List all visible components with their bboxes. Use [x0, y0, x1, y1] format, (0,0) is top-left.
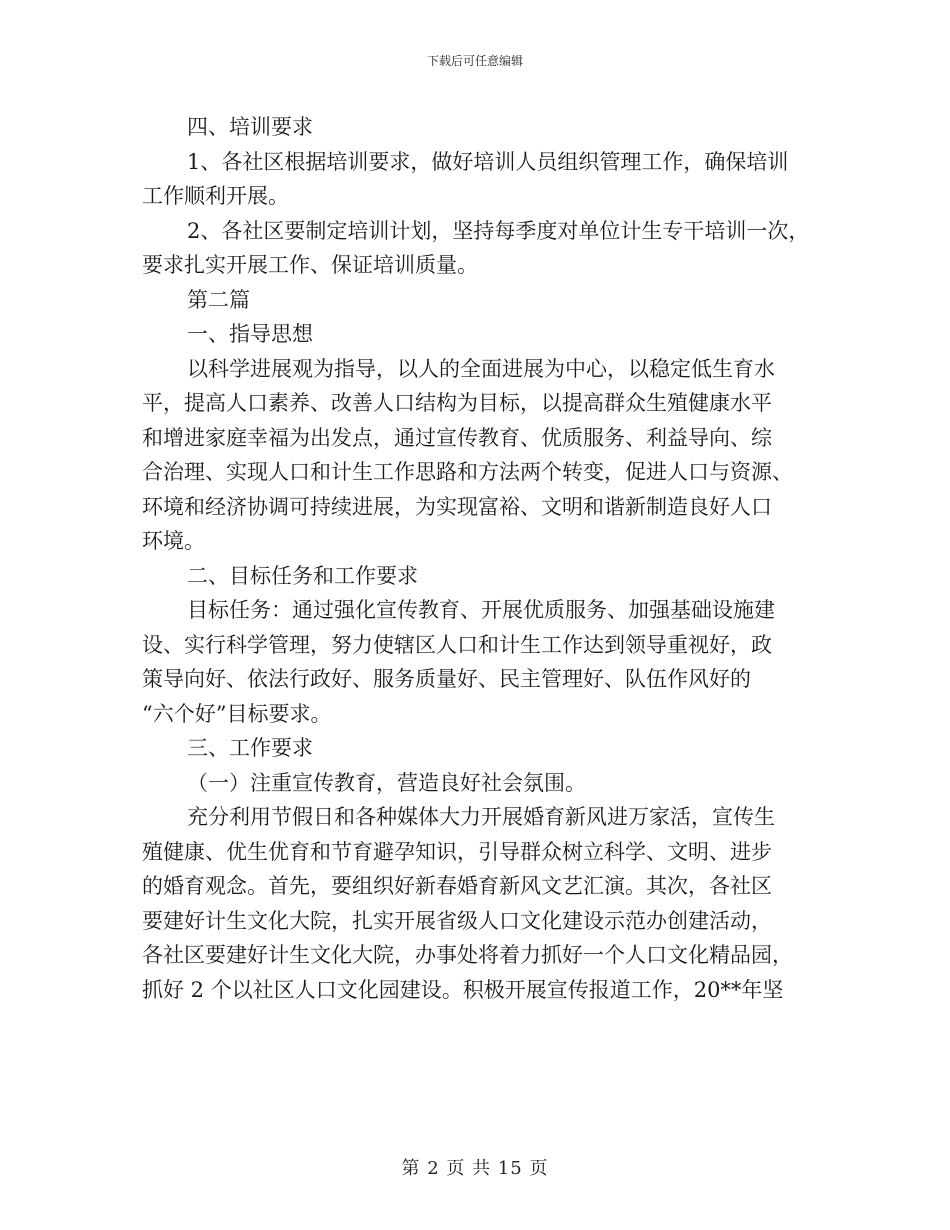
text-line: 三、工作要求 [187, 736, 313, 760]
text-line: 2、各社区要制定培训计划，坚持每季度对单位计生专干培训一次， [187, 218, 810, 243]
text-line: 殖健康、优生优育和节育避孕知识，引导群众树立科学、文明、进步 [142, 839, 772, 864]
document-body [142, 110, 822, 1007]
text-line: 要建好计生文化大院，扎实开展省级人口文化建设示范办创建活动， [142, 908, 772, 933]
text-line: 抓好 2 个以社区人口文化园建设。积极开展宣传报道工作，20**年坚 [142, 977, 784, 1002]
text-line: 要求扎实开展工作、保证培训质量。 [142, 253, 478, 277]
text-line: 一、指导思想 [187, 322, 313, 346]
text-line: “六个好”目标要求。 [142, 701, 332, 726]
text-line: 目标任务：通过强化宣传教育、开展优质服务、加强基础设施建 [187, 598, 775, 622]
text-line: 合治理、实现人口和计生工作思路和方法两个转变，促进人口与资源、 [142, 460, 793, 484]
text-line: 环境和经济协调可持续进展，为实现富裕、文明和谐新制造良好人口 [142, 494, 772, 519]
page-header: 下载后可任意编辑 [426, 54, 523, 68]
text-line: 四、培训要求 [187, 115, 313, 139]
text-line: 1、各社区根据培训要求，做好培训人员组织管理工作，确保培训 [187, 149, 789, 174]
text-line: 各社区要建好计生文化大院，办事处将着力抓好一个人口文化精品园， [142, 943, 793, 967]
page-footer: 第 2 页 共 15 页 [401, 1158, 549, 1179]
text-line: 策导向好、依法行政好、服务质量好、民主管理好、队伍作风好的 [142, 667, 751, 691]
text-line: 平，提高人口素养、改善人口结构为目标，以提高群众生殖健康水平 [142, 391, 772, 415]
text-line: 充分利用节假日和各种媒体大力开展婚育新风进万家活，宣传生 [187, 805, 775, 829]
text-line: 以科学进展观为指导，以人的全面进展为中心，以稳定低生育水 [187, 356, 775, 381]
text-line: （一）注重宣传教育，营造良好社会氛围。 [187, 770, 586, 795]
text-line: 设、实行科学管理，努力使辖区人口和计生工作达到领导重视好，政 [142, 632, 772, 657]
text-line: 第二篇 [187, 287, 250, 312]
text-line: 二、目标任务和工作要求 [187, 563, 418, 588]
text-line: 和增进家庭幸福为出发点，通过宣传教育、优质服务、利益导向、综 [142, 425, 772, 450]
text-line: 工作顺利开展。 [142, 184, 289, 208]
text-line: 环境。 [142, 529, 205, 553]
text-line: 的婚育观念。首先，要组织好新春婚育新风文艺汇演。其次，各社区 [142, 874, 772, 898]
